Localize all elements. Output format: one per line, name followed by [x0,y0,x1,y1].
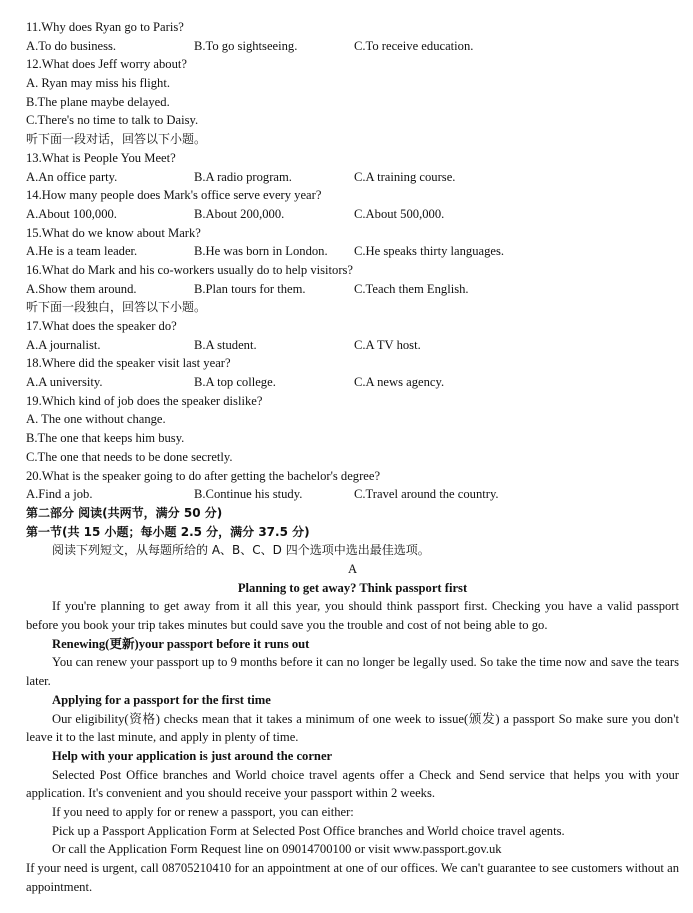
q19-option-b: B.The one that keeps him busy. [26,431,185,446]
passage-title: Planning to get away? Think passport first [237,580,468,595]
passage-paragraph-4: Selected Post Office branches and World choice travel agents offer a Check and Send service that helps you with your application. It's convenient and you should receive your passport within 2 weeks. [26,767,679,801]
q14-option-a: A.About 100,000. [26,206,117,221]
q13-option-a: A.An office party. [26,169,118,184]
q12-option-b: B.The plane maybe delayed. [26,94,170,109]
part-two-heading: 第二部分 阅读(共两节，满分 50 分) [26,505,223,520]
q18-options [26,373,679,392]
q15-question: 15.What do we know about Mark? [26,225,201,240]
q16-question: 16.What do Mark and his co-workers usually do to help visitors? [26,262,354,277]
q16-option-a: A.Show them around. [26,281,137,296]
passage-paragraph-5: If your need is urgent, call 08705210410 for an appointment at one of our offices. We can't guarantee to see customers without an appointment. [26,861,679,894]
listening-instruction-monologue: 听下面一段独白，回答以下小题。 [26,300,207,315]
q20-question: 20.What is the speaker going to do after getting the bachelor's degree? [26,468,381,483]
passage-subheading-applying: Applying for a passport for the first time [52,692,271,707]
q11-question: 11.Why does Ryan go to Paris? [26,20,184,34]
q20-option-b: B.Continue his study. [194,487,303,502]
q18-option-b: B.A top college. [194,375,276,390]
q16-option-b: B.Plan tours for them. [194,281,306,296]
q20-option-a: A.Find a job. [26,487,93,502]
passage-paragraph-2: You can renew your passport up to 9 months before it can no longer be legally used. So take the time now and save the tears later. [26,655,679,689]
q11-option-b: B.To go sightseeing. [194,38,298,53]
passage-subheading-help: Help with your application is just around the corner [52,748,333,763]
q19-option-a: A. The one without change. [26,412,166,427]
q20-options [26,485,679,504]
q14-option-c: C.About 500,000. [354,206,445,221]
q16-options [26,280,679,299]
q16-option-c: C.Teach them English. [354,281,469,296]
q20-option-c: C.Travel around the country. [354,487,499,502]
q15-options [26,242,679,261]
q14-option-b: B.About 200,000. [194,206,285,221]
q18-option-c: C.A news agency. [354,375,445,390]
q13-question: 13.What is People You Meet? [26,150,176,165]
passage-subheading-renewing: Renewing(更新)your passport before it runs out [52,636,310,651]
q15-option-c: C.He speaks thirty languages. [354,244,505,259]
q15-option-a: A.He is a team leader. [26,244,138,259]
q11-options [26,37,679,56]
passage-paragraph-3: Our eligibility(资格) checks mean that it takes a minimum of one week to issue(颁发) a passport So make sure you don't leave it to the last minute, and apply in plenty of time. [26,711,679,745]
q14-question: 14.How many people does Mark's office serve every year? [26,188,322,203]
q19-option-c: C.The one that needs to be done secretly. [26,449,233,464]
q13-option-b: B.A radio program. [194,169,292,184]
q18-option-a: A.A university. [26,375,103,390]
q13-option-c: C.A training course. [354,169,456,184]
q17-option-a: A.A journalist. [26,337,101,352]
q12-option-c: C.There's no time to talk to Daisy. [26,113,199,128]
q13-options [26,168,679,187]
section-one-heading: 第一节(共 15 小题；每小题 2.5 分，满分 37.5 分) [26,524,310,539]
passage-list-intro: If you need to apply for or renew a passport, you can either: [52,805,354,819]
q12-option-a: A. Ryan may miss his flight. [26,76,170,91]
q15-option-b: B.He was born in London. [194,244,328,259]
q14-options [26,205,679,224]
passage-list-item-1: Pick up a Passport Application Form at Selected Post Office branches and World choice travel agents. [52,823,565,838]
q11-option-c: C.To receive education. [354,38,474,53]
q17-question: 17.What does the speaker do? [26,319,177,333]
passage-list-item-2: Or call the Application Form Request line on 09014700100 or visit www.passport.gov.uk [52,842,502,857]
q19-question: 19.Which kind of job does the speaker dislike? [26,393,263,408]
q12-question: 12.What does Jeff worry about? [26,57,187,72]
listening-instruction-dialogue: 听下面一段对话，回答以下小题。 [26,132,207,147]
passage-letter: A [347,561,358,576]
q17-option-c: C.A TV host. [354,337,421,352]
passage-paragraph-1: If you're planning to get away from it all this year, you should think passport first. Checking you have a valid passport before you book your trip takes minutes but could save you the trouble and cost of not being able to go. [26,599,679,633]
q18-question: 18.Where did the speaker visit last year? [26,356,231,371]
q11-option-a: A.To do business. [26,38,117,53]
q17-options [26,336,679,355]
reading-instruction: 阅读下列短文，从每题所给的 A、B、C、D 四个选项中选出最佳选项。 [52,543,430,558]
q17-option-b: B.A student. [194,337,257,352]
